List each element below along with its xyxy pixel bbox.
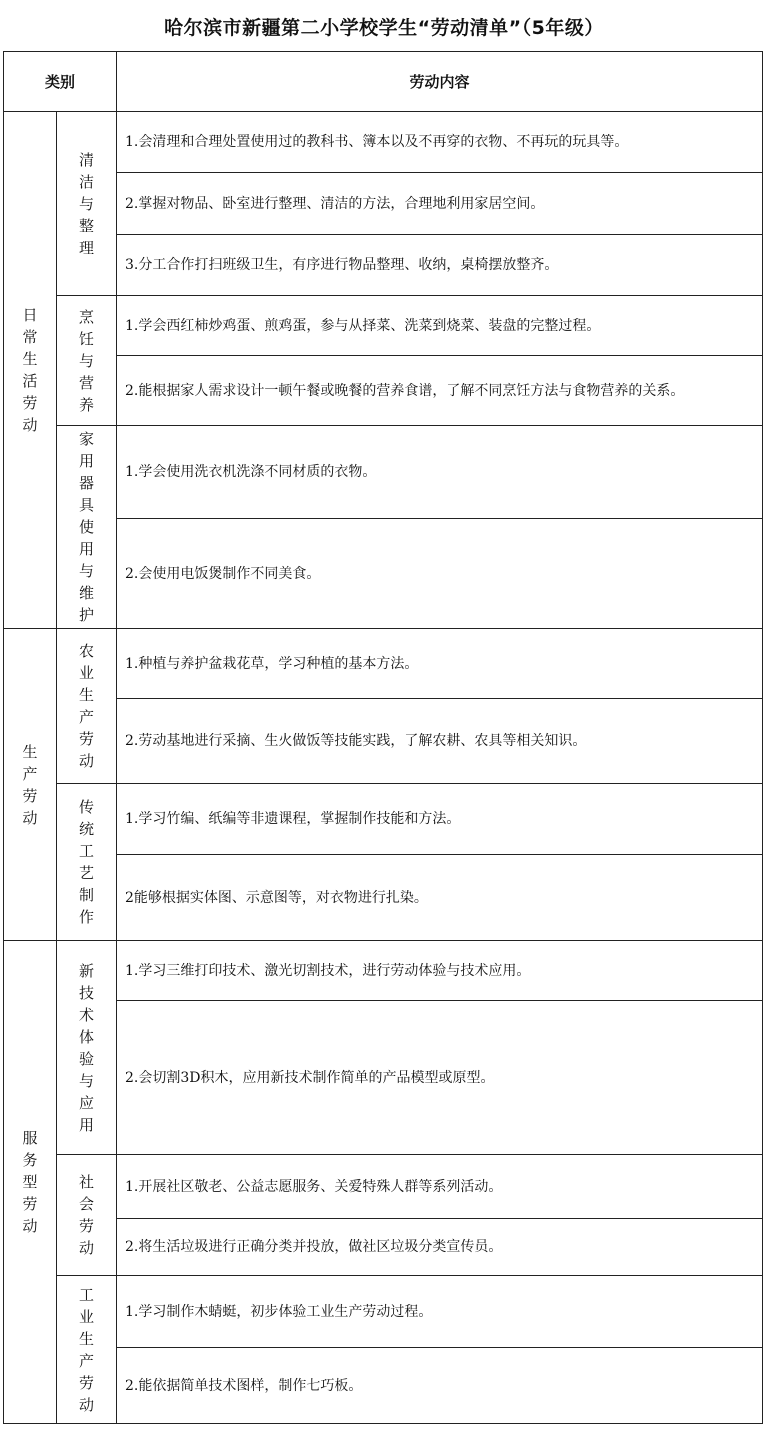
subcategory-cell [57, 941, 117, 1155]
table-row [4, 426, 763, 519]
category-label: 日常生活劳动 [22, 306, 38, 434]
subcategory-label: 工业生产劳动 [78, 1285, 94, 1414]
content-header: 劳动内容 [117, 52, 763, 112]
table-row [4, 235, 763, 296]
category-label: 服务型劳动 [22, 1129, 38, 1235]
subcategory-label: 传统工艺制作 [78, 798, 94, 926]
content-cell: 1.学会使用洗衣机洗涤不同材质的衣物。 [117, 426, 763, 519]
category-label: 生产劳动 [22, 742, 38, 827]
table-row [4, 855, 763, 941]
subcategory-label: 清洁与整理 [78, 150, 94, 257]
subcategory-cell [57, 629, 117, 784]
table-row [4, 1155, 763, 1219]
content-cell: 2.劳动基地进行采摘、生火做饭等技能实践，了解农耕、农具等相关知识。 [117, 699, 763, 784]
subcategory-cell [57, 112, 117, 296]
table-row [4, 519, 763, 629]
category-cell [4, 112, 57, 629]
content-cell: 1.学习三维打印技术、激光切割技术，进行劳动体验与技术应用。 [117, 941, 763, 1001]
content-cell: 1.学会西红柿炒鸡蛋、煎鸡蛋，参与从择菜、洗菜到烧菜、装盘的完整过程。 [117, 296, 763, 356]
content-cell: 2.会使用电饭煲制作不同美食。 [117, 519, 763, 629]
subcategory-cell [57, 426, 117, 629]
category-header: 类别 [4, 52, 117, 112]
table-row [4, 784, 763, 855]
table-row [4, 1001, 763, 1155]
category-cell [4, 941, 57, 1424]
table-row [4, 1276, 763, 1348]
content-cell: 1.种植与养护盆栽花草，学习种植的基本方法。 [117, 629, 763, 699]
content-cell: 2.将生活垃圾进行正确分类并投放，做社区垃圾分类宣传员。 [117, 1219, 763, 1276]
table-row [4, 1348, 763, 1424]
table-row [4, 112, 763, 173]
table-row [4, 629, 763, 699]
content-cell: 2能够根据实体图、示意图等，对衣物进行扎染。 [117, 855, 763, 941]
content-cell: 1.学习制作木蜻蜓，初步体验工业生产劳动过程。 [117, 1276, 763, 1348]
table-row [4, 173, 763, 235]
page-title: 哈尔滨市新疆第二小学校学生“劳动清单”（5年级） [164, 17, 604, 39]
content-cell: 2.会切割3D积木，应用新技术制作简单的产品模型或原型。 [117, 1001, 763, 1155]
subcategory-cell [57, 1276, 117, 1424]
content-cell: 1.开展社区敬老、公益志愿服务、关爱特殊人群等系列活动。 [117, 1155, 763, 1219]
subcategory-cell [57, 784, 117, 941]
content-cell: 2.掌握对物品、卧室进行整理、清洁的方法，合理地利用家居空间。 [117, 173, 763, 235]
content-cell: 2.能依据简单技术图样，制作七巧板。 [117, 1348, 763, 1424]
subcategory-cell [57, 1155, 117, 1276]
content-cell: 3.分工合作打扫班级卫生，有序进行物品整理、收纳，桌椅摆放整齐。 [117, 235, 763, 296]
subcategory-label: 社会劳动 [78, 1173, 94, 1257]
table-row [4, 356, 763, 426]
labor-list-table [3, 51, 763, 1424]
subcategory-label: 家用器具使用与维护 [78, 430, 94, 624]
table-row [4, 1219, 763, 1276]
subcategory-label: 烹饪与营养 [78, 307, 94, 414]
table-row [4, 941, 763, 1001]
content-cell: 2.能根据家人需求设计一顿午餐或晚餐的营养食谱，了解不同烹饪方法与食物营养的关系。 [117, 356, 763, 426]
subcategory-cell [57, 296, 117, 426]
table-row [4, 296, 763, 356]
category-cell [4, 629, 57, 941]
table-header-row [4, 52, 763, 112]
subcategory-label: 新技术体验与应用 [78, 961, 94, 1134]
table-row [4, 699, 763, 784]
content-cell: 1.会清理和合理处置使用过的教科书、簿本以及不再穿的衣物、不再玩的玩具等。 [117, 112, 763, 173]
subcategory-label: 农业生产劳动 [78, 642, 94, 770]
content-cell: 1.学习竹编、纸编等非遗课程，掌握制作技能和方法。 [117, 784, 763, 855]
